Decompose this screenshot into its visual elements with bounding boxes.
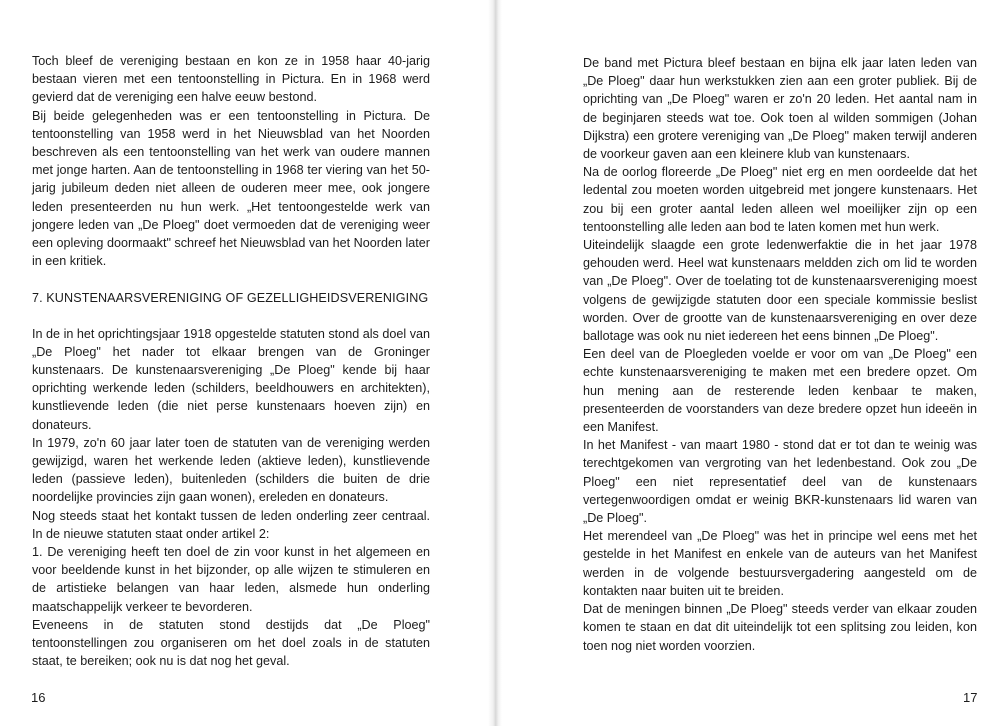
left-paragraph-2: Bij beide gelegenheden was er een tentoonstelling in Pictura. De tentoonstelling van 1958 werd in het Nieuwsblad van het Noorden beschreven als een tentoonstelling van het werk van oudere mannen met jonge harten. Aan de tentoonstelling in 1968 ter viering van het 50-jarig jubileum deden niet alleen de ouderen meer mee, ook jongere leden presenteerden nu hun werk. „Het tentoongestelde werk van jongere leden van „De Ploeg" doet vermoeden dat de vereniging weer een opleving doormaakt" schreef het Nieuwsblad van het Noorden later in een kritiek.: [32, 108, 430, 269]
left-paragraph-4: In 1979, zo'n 60 jaar later toen de statuten van de vereniging werden gewijzigd, waren het werkende leden (aktieve leden), kunstlievende leden (passieve leden), buitenleden (schilders die buiten de drie noordelijke provincies zijn gaan wonen), ereleden en donateurs.: [32, 435, 430, 505]
right-paragraph-6: Het merendeel van „De Ploeg" was het in principe wel eens met het gestelde in het Manifest en enkele van de auteurs van het Manifest werden in de volgende bestuursvergadering aangesteld om de kontakten naar buiten uit te breiden.: [583, 529, 977, 598]
left-paragraph-1: Toch bleef de vereniging bestaan en kon ze in 1958 haar 40-jarig bestaan vieren met een tentoonstelling in Pictura. En in 1968 werd gevierd dat de vereniging een halve eeuw bestond.: [32, 54, 430, 105]
right-paragraph-4: Een deel van de Ploegleden voelde er voor om van „De Ploeg" een echte kunstenaarsvereniging te maken met een bredere opzet. Om hun mening aan de resterende leden kenbaar te maken, presenteerden de voorstanders van deze bredere opzet hun ideeën in een Manifest.: [583, 347, 977, 435]
book-gutter: [488, 0, 502, 726]
right-paragraph-3: Uiteindelijk slaagde een grote ledenwerfaktie die in het jaar 1978 gehouden werd. Heel wat kunstenaars meldden zich om lid te worden van „De Ploeg". Over de toelating tot de kunstenaarsvereniging moest volgens de gewijzigde statuten door een speciale kommissie beslist worden. Over de grootte van de kunstenaarsvereniging en over deze ballotage was ook nu niet iedereen het eens binnen „De Ploeg".: [583, 238, 977, 344]
left-page-text: [32, 52, 430, 671]
page-number-left: 16: [31, 690, 46, 705]
left-paragraph-6: 1. De vereniging heeft ten doel de zin voor kunst in het algemeen en voor beeldende kunst in het bijzonder, op alle wijzen te stimuleren en de artistieke belangen van haar leden, alsmede hun onderling maatschappelijk verkeer te bevorderen.: [32, 545, 430, 614]
right-paragraph-1: De band met Pictura bleef bestaan en bijna elk jaar laten leden van „De Ploeg" daar hun werkstukken zien aan een groter publiek. Bij de oprichting van „De Ploeg" waren er zo'n 20 leden. Het aantal nam in de beginjaren steeds wat toe. Ook toen al wilden sommigen (Johan Dijkstra) een grotere vereniging van „De Ploeg" maken terwijl anderen de voorkeur gaven aan een kleinere klub van kunstenaars.: [583, 56, 977, 162]
right-paragraph-5: In het Manifest - van maart 1980 - stond dat er tot dan te weinig was terechtgekomen van vergroting van het ledenbestand. Ook zou „De Ploeg" een niet representatief deel van de kunstenaars vertegenwoordigen omdat er weinig BKR-kunstenaars lid waren van „De Ploeg".: [583, 438, 977, 526]
section-heading: 7. KUNSTENAARSVERENIGING OF GEZELLIGHEIDSVERENIGING: [32, 291, 429, 306]
right-page-text: [583, 54, 977, 655]
page-number-right: 17: [963, 690, 978, 705]
left-paragraph-3: In de in het oprichtingsjaar 1918 opgestelde statuten stond als doel van „De Ploeg" het nader tot elkaar brengen van de Groninger kunstenaars. De kunstenaarsvereniging „De Ploeg" kende bij haar oprichting werkende leden (schilders, beeldhouwers en architekten), kunstlievende leden (die niet perse kunstenaars hoeven zijn) en donateurs.: [32, 326, 430, 432]
right-paragraph-2: Na de oorlog floreerde „De Ploeg" niet erg en men oordeelde dat het ledental zou moeten worden uitgebreid met jongere kunstenaars. Het zou bij een groter aantal leden alleen wel moeilijker zijn op een tentoonstelling alle leden aan bod te laten komen met hun werk.: [583, 165, 977, 234]
right-page: [500, 0, 999, 726]
left-paragraph-7: Eveneens in de statuten stond destijds dat „De Ploeg" tentoonstellingen zou organiseren om het doel zoals in de statuten staat, te bereiken; ook nu is dat nog het geval.: [32, 617, 430, 669]
left-paragraph-5: Nog steeds staat het kontakt tussen de leden onderling zeer centraal. In de nieuwe statuten staat onder artikel 2:: [32, 508, 430, 541]
left-page: [0, 0, 494, 726]
right-paragraph-7: Dat de meningen binnen „De Ploeg" steeds verder van elkaar zouden komen te staan en dat dit uiteindelijk tot een splitsing zou leiden, kon toen nog niet worden voorzien.: [583, 602, 977, 653]
